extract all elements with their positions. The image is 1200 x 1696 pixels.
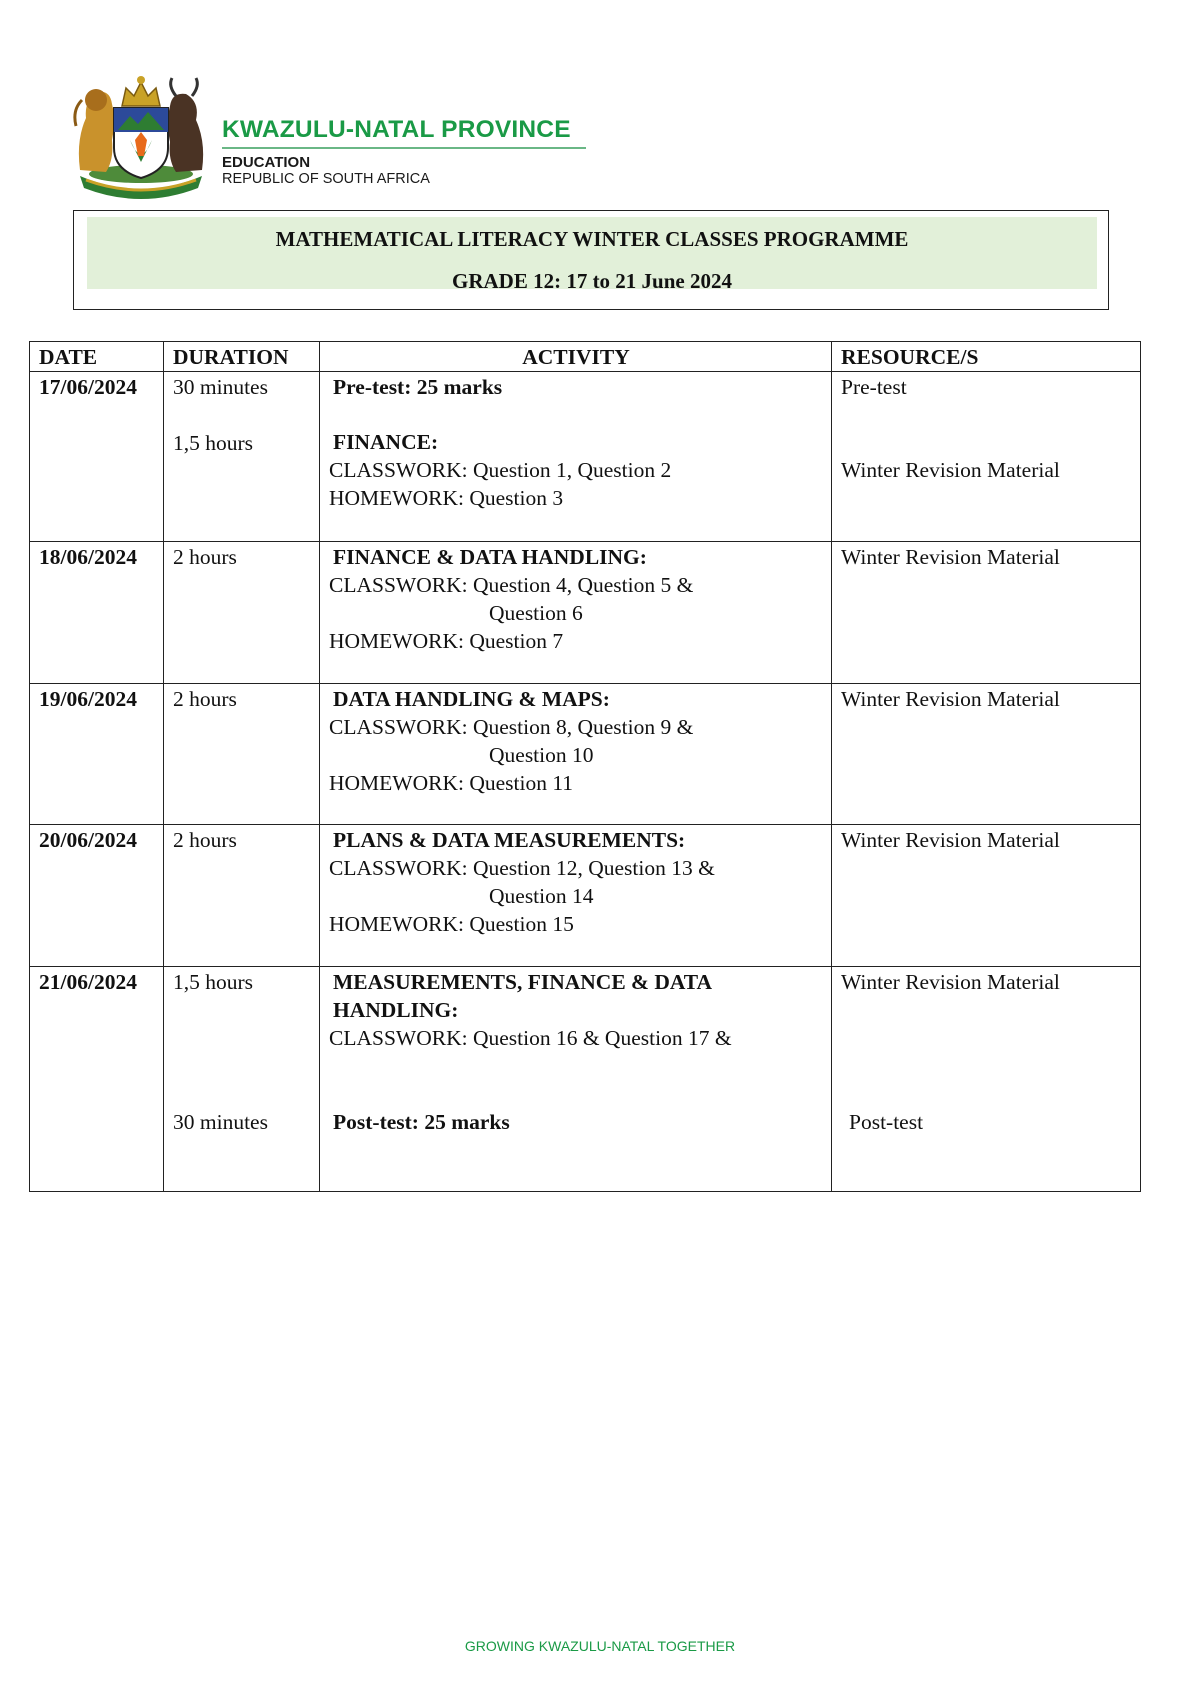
duration-line: 1,5 hours (173, 970, 254, 994)
row-activity (320, 684, 832, 825)
department-name: EDUCATION (222, 154, 311, 171)
duration-line: 30 minutes (173, 1110, 268, 1134)
table-row (30, 542, 1141, 684)
homework-line: HOMEWORK: Question 11 (329, 771, 574, 795)
classwork-line: CLASSWORK: Question 16 & Question 17 & (329, 1026, 732, 1050)
row-resources: Winter Revision Material (832, 684, 1141, 825)
row-date: 19/06/2024 (30, 684, 164, 825)
spacer (329, 401, 823, 428)
classwork-continuation: Question 6 (489, 601, 583, 625)
activity-heading: FINANCE: (333, 430, 439, 454)
duration-line: 1,5 hours (173, 431, 254, 455)
row-duration: 2 hours (164, 542, 320, 684)
column-header-date: DATE (30, 342, 164, 372)
pre-test-label: Pre-test: 25 marks (333, 375, 503, 399)
homework-line: HOMEWORK: Question 3 (329, 486, 564, 510)
row-duration: 2 hours (164, 684, 320, 825)
activity-heading: MEASUREMENTS, FINANCE & DATA (333, 970, 713, 994)
country-name: REPUBLIC OF SOUTH AFRICA (222, 171, 430, 187)
row-activity (320, 372, 832, 542)
table-header-row (30, 342, 1141, 372)
row-date: 18/06/2024 (30, 542, 164, 684)
organization-header (222, 116, 586, 188)
row-duration (164, 372, 320, 542)
row-date: 20/06/2024 (30, 825, 164, 967)
row-activity (320, 967, 832, 1192)
homework-line: HOMEWORK: Question 15 (329, 912, 574, 936)
classwork-line: CLASSWORK: Question 12, Question 13 & (329, 856, 715, 880)
row-resources (832, 967, 1141, 1192)
column-header-activity: ACTIVITY (320, 342, 832, 372)
title-box (73, 210, 1109, 310)
table-row (30, 825, 1141, 967)
programme-subtitle: GRADE 12: 17 to 21 June 2024 (451, 269, 732, 293)
spacer (173, 996, 311, 1108)
row-duration: 2 hours (164, 825, 320, 967)
programme-title: MATHEMATICAL LITERACY WINTER CLASSES PROGRAMME (275, 227, 909, 251)
homework-line: HOMEWORK: Question 7 (329, 629, 564, 653)
row-duration (164, 967, 320, 1192)
spacer (329, 1052, 823, 1108)
duration-line: 30 minutes (173, 375, 268, 399)
title-band (87, 217, 1097, 293)
row-resources: Winter Revision Material (832, 542, 1141, 684)
header-rule (222, 147, 586, 149)
table-row (30, 967, 1141, 1192)
classwork-line: CLASSWORK: Question 8, Question 9 & (329, 715, 694, 739)
activity-heading: FINANCE & DATA HANDLING: (333, 545, 647, 569)
row-resources: Winter Revision Material (832, 825, 1141, 967)
spacer (841, 401, 1132, 456)
classwork-line: CLASSWORK: Question 4, Question 5 & (329, 573, 694, 597)
footer-slogan: GROWING KWAZULU-NATAL TOGETHER (464, 1638, 736, 1654)
table-row (30, 684, 1141, 825)
spacer (841, 996, 1132, 1108)
row-activity (320, 542, 832, 684)
spacer (173, 401, 311, 429)
post-test-label: Post-test: 25 marks (333, 1110, 510, 1134)
classwork-continuation: Question 14 (489, 884, 594, 908)
resource-line: Winter Revision Material (841, 970, 1060, 994)
row-date: 21/06/2024 (30, 967, 164, 1192)
resource-line: Winter Revision Material (841, 458, 1060, 482)
classwork-continuation: Question 10 (489, 743, 594, 767)
resource-line: Pre-test (841, 375, 907, 399)
resource-line: Post-test (849, 1110, 924, 1134)
column-header-duration: DURATION (164, 342, 320, 372)
province-name: KWAZULU-NATAL PROVINCE (222, 116, 571, 143)
column-header-resources: RESOURCE/S (832, 342, 1141, 372)
classwork-line: CLASSWORK: Question 1, Question 2 (329, 458, 672, 482)
programme-table (29, 341, 1141, 1192)
activity-heading: PLANS & DATA MEASUREMENTS: (333, 828, 686, 852)
table-row (30, 372, 1141, 542)
activity-heading-continuation: HANDLING: (333, 998, 459, 1022)
activity-heading: DATA HANDLING & MAPS: (333, 687, 610, 711)
row-activity (320, 825, 832, 967)
row-date: 17/06/2024 (30, 372, 164, 542)
coat-of-arms-logo (72, 70, 210, 202)
row-resources (832, 372, 1141, 542)
